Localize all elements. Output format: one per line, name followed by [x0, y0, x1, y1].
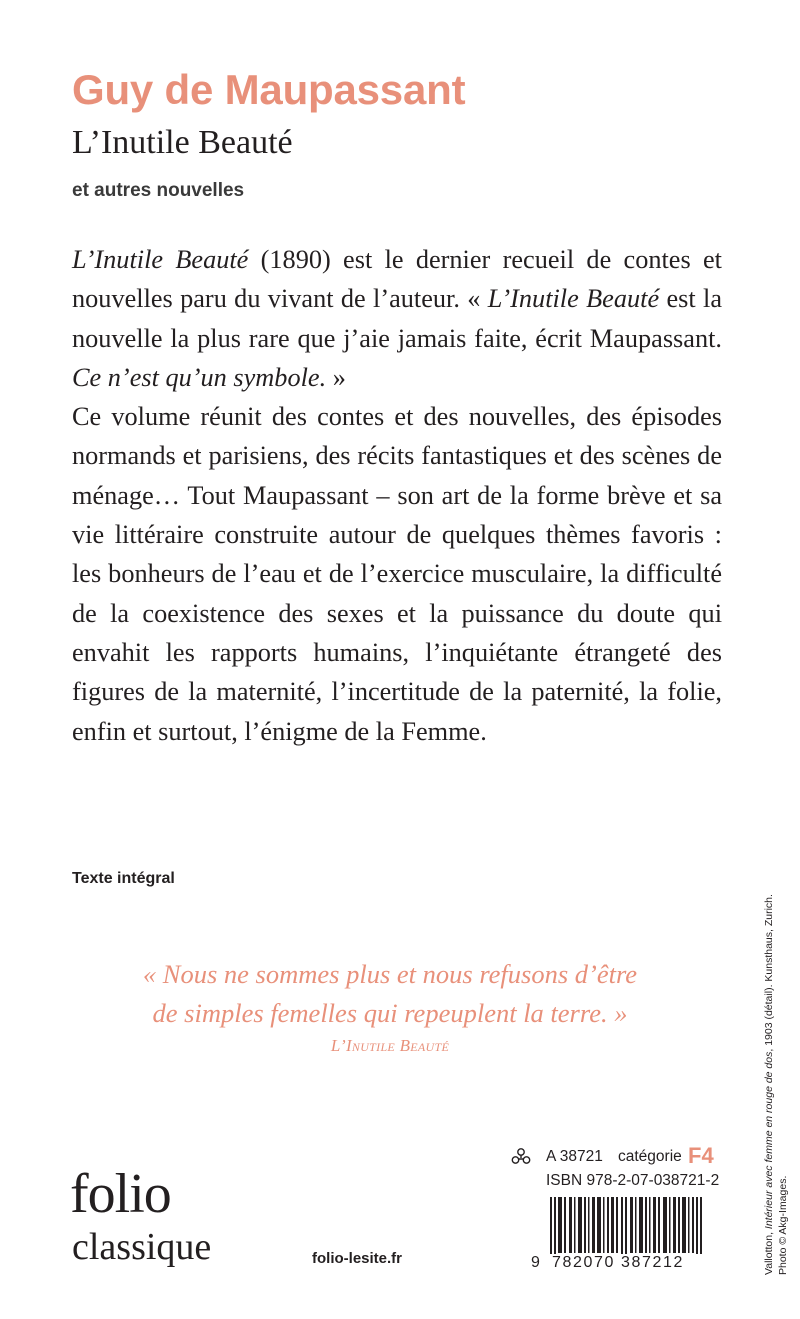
- pull-quote-line-2: de simples femelles qui repeuplent la terre. »: [152, 998, 628, 1028]
- pull-quote-source: L’Inutile Beauté: [330, 1036, 450, 1055]
- author-name: Guy de Maupassant: [72, 66, 466, 113]
- blurb-text: (1890) est le dernier recueil de contes et nouvelles paru du vivant de l’auteur. «: [72, 245, 722, 314]
- folio-logo-classique: classique: [72, 1226, 212, 1268]
- pull-quote: [90, 955, 690, 1033]
- blurb-title-italic: L’Inutile Beauté: [72, 245, 249, 274]
- website-label: folio-lesite.fr: [312, 1250, 403, 1267]
- category-value: F4: [688, 1143, 714, 1168]
- isbn-label: ISBN 978-2-07-038721-2: [546, 1172, 720, 1189]
- gallimard-emblem-icon: [510, 1146, 532, 1166]
- catalog-code: A 38721: [546, 1148, 603, 1165]
- folio-logo-word: folio: [70, 1163, 171, 1225]
- credit-line-1: Vallotton, Intérieur avec femme en rouge de dos, 1903 (détail). Kunsthaus, Zurich.: [763, 894, 775, 1275]
- blurb-paragraph-2: Ce volume réunit des contes et des nouvelles, des épisodes normands et parisiens, des récits fantastiques et des scènes de ménage… Tout Maupassant – son art de la forme brève et sa vie littéraire construite autour de quelques thèmes favoris : les bonheurs de l’eau et de l’exercice musculaire, la difficulté de la coexistence des sexes et la puissance du doute qui envahit les rapports humains, l’inquiétante étrangeté des figures de la maternité, l’incertitude de la paternité, la folie, enfin et surtout, l’énigme de la Femme.: [72, 402, 722, 746]
- blurb-text: est la nouvelle la plus rare que j’aie jamais faite, écrit Maupassant.: [72, 284, 722, 353]
- book-subtitle: et autres nouvelles: [72, 180, 245, 201]
- credit-work-title: Intérieur avec femme en rouge de dos: [763, 1051, 775, 1230]
- catalog-line: [510, 1143, 720, 1170]
- credit-line-2: Photo © Akg-Images.: [777, 1175, 789, 1275]
- barcode-digits: 782070 387212: [550, 1254, 722, 1272]
- blurb-text: »: [326, 362, 346, 392]
- blurb-quote-end-italic: Ce n’est qu’un symbole.: [72, 362, 327, 392]
- back-cover-blurb: [72, 240, 722, 751]
- blurb-quote-title-italic: L’Inutile Beauté: [487, 284, 660, 314]
- category-label: catégorie: [618, 1148, 682, 1165]
- cover-photo-credit: [762, 894, 790, 1275]
- blurb-paragraph-1: [72, 240, 722, 397]
- book-title: L’Inutile Beauté: [72, 124, 293, 161]
- texte-integral-label: Texte intégral: [72, 870, 175, 887]
- pull-quote-line-1: « Nous ne sommes plus et nous refusons d’être: [142, 959, 638, 989]
- barcode-first-digit: 9: [531, 1254, 540, 1271]
